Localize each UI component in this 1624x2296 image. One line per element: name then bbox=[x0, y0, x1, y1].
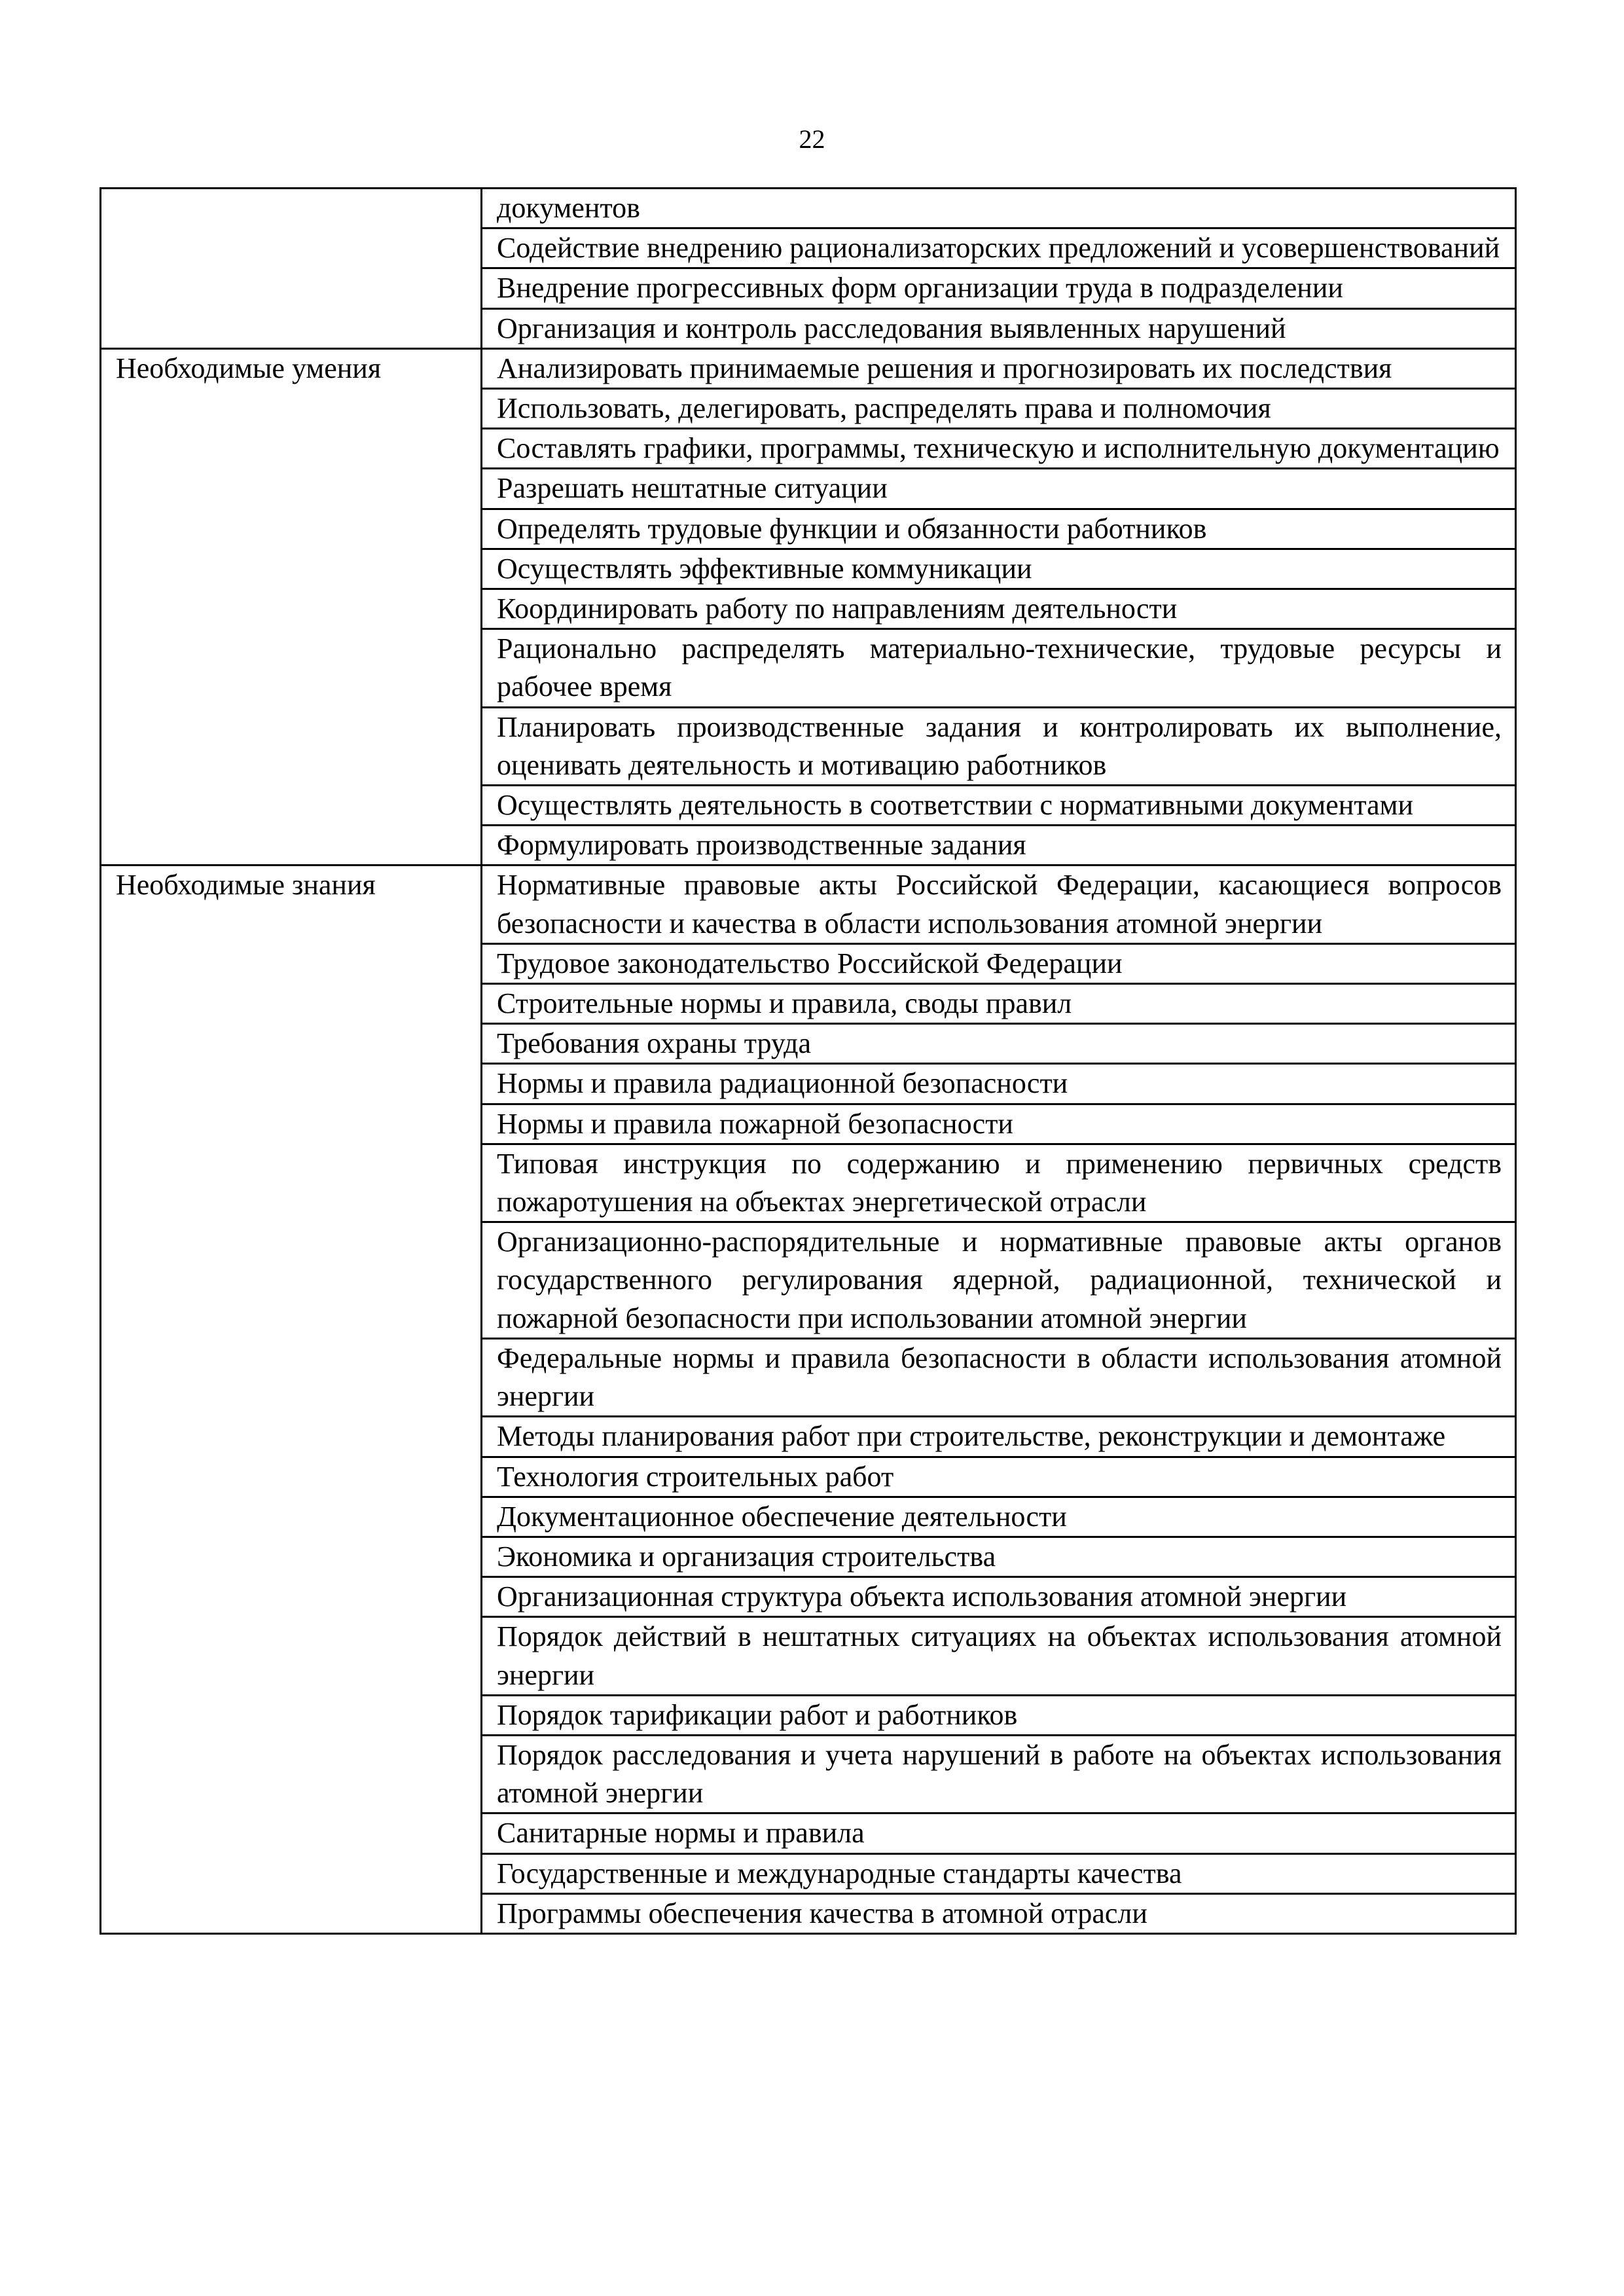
requirement-item: Планировать производственные задания и контролировать их выполнение, оценивать деятельность и мотивацию работников bbox=[497, 710, 1502, 781]
table-cell bbox=[482, 308, 1516, 348]
requirement-item: Технология строительных работ bbox=[497, 1460, 894, 1493]
table-cell bbox=[482, 1695, 1516, 1735]
section-label bbox=[101, 189, 482, 349]
page-number: 22 bbox=[799, 124, 825, 154]
table-row bbox=[101, 866, 1516, 943]
requirement-item: Осуществлять эффективные коммуникации bbox=[497, 552, 1032, 585]
table-cell bbox=[482, 943, 1516, 983]
table-cell bbox=[482, 826, 1516, 866]
table-cell bbox=[482, 1338, 1516, 1416]
requirement-item: Нормы и правила радиационной безопасности bbox=[497, 1067, 1068, 1100]
table-row bbox=[101, 189, 1516, 228]
requirement-item: документов bbox=[497, 192, 640, 224]
table-cell bbox=[482, 1853, 1516, 1893]
table-cell bbox=[482, 429, 1516, 469]
table-cell bbox=[482, 629, 1516, 707]
table-cell bbox=[482, 866, 1516, 943]
table-cell bbox=[482, 786, 1516, 826]
table-cell bbox=[482, 1024, 1516, 1064]
requirement-item: Трудовое законодательство Российской Федерации bbox=[497, 947, 1123, 979]
requirement-item: Внедрение прогрессивных форм организации труда в подразделении bbox=[497, 272, 1343, 304]
requirement-item: Нормативные правовые акты Российской Федерации, касающиеся вопросов безопасности и качества в области использования атомной энергии bbox=[497, 869, 1502, 939]
table-cell bbox=[482, 348, 1516, 388]
requirements-table bbox=[99, 187, 1517, 1935]
requirement-item: Нормы и правила пожарной безопасности bbox=[497, 1107, 1013, 1140]
requirement-item: Программы обеспечения качества в атомной отрасли bbox=[497, 1897, 1147, 1929]
table-cell bbox=[482, 1144, 1516, 1222]
table-cell bbox=[482, 1497, 1516, 1537]
table-cell bbox=[482, 1735, 1516, 1813]
section-label: Необходимые умения bbox=[101, 348, 482, 866]
requirement-item: Документационное обеспечение деятельности bbox=[497, 1500, 1067, 1533]
requirement-item: Порядок расследования и учета нарушений в работе на объектах использования атомной энергии bbox=[497, 1738, 1502, 1810]
requirement-item: Типовая инструкция по содержанию и применению первичных средств пожаротушения на объектах энергетической отрасли bbox=[497, 1147, 1502, 1218]
table-cell bbox=[482, 1457, 1516, 1497]
requirement-item: Организационная структура объекта использования атомной энергии bbox=[497, 1580, 1347, 1613]
table-cell bbox=[482, 189, 1516, 228]
requirement-item: Организация и контроль расследования выявленных нарушений bbox=[497, 312, 1286, 344]
table-cell bbox=[482, 1537, 1516, 1576]
table-cell bbox=[482, 589, 1516, 629]
table-cell bbox=[482, 228, 1516, 268]
table-cell bbox=[482, 1104, 1516, 1144]
requirement-item: Строительные нормы и правила, своды правил bbox=[497, 987, 1072, 1020]
requirement-item: Требования охраны труда bbox=[497, 1027, 812, 1060]
table-cell bbox=[482, 1417, 1516, 1457]
requirement-item: Федеральные нормы и правила безопасности в области использования атомной энергии bbox=[497, 1341, 1502, 1413]
table-cell bbox=[482, 549, 1516, 589]
table-cell bbox=[482, 469, 1516, 509]
requirement-item: Координировать работу по направлениям деятельности bbox=[497, 592, 1178, 625]
table-cell bbox=[482, 389, 1516, 429]
requirement-item: Экономика и организация строительства bbox=[497, 1540, 996, 1573]
requirement-item: Анализировать принимаемые решения и прогнозировать их последствия bbox=[497, 352, 1392, 384]
requirement-item: Разрешать нештатные ситуации bbox=[497, 472, 888, 505]
requirement-item: Формулировать производственные задания bbox=[497, 829, 1026, 862]
section-label: Необходимые знания bbox=[101, 866, 482, 1933]
table-cell bbox=[482, 1222, 1516, 1339]
requirement-item: Государственные и международные стандарты качества bbox=[497, 1857, 1182, 1889]
requirement-item: Порядок тарификации работ и работников bbox=[497, 1698, 1018, 1731]
requirement-item: Определять трудовые функции и обязанности работников bbox=[497, 512, 1207, 545]
requirement-item: Использовать, делегировать, распределять права и полномочия bbox=[497, 392, 1271, 425]
table-cell bbox=[482, 1813, 1516, 1853]
table-cell bbox=[482, 984, 1516, 1024]
requirement-item: Рационально распределять материально-технические, трудовые ресурсы и рабочее время bbox=[497, 632, 1502, 703]
table-cell bbox=[482, 1617, 1516, 1695]
table-cell bbox=[482, 1577, 1516, 1617]
table-row bbox=[101, 348, 1516, 388]
requirement-item: Осуществлять деятельность в соответствии с нормативными документами bbox=[497, 789, 1414, 822]
requirement-item: Организационно-распорядительные и нормативные правовые акты органов государственного регулирования ядерной, радиационной, технической и пожарной безопасности при использовании атомной энергии bbox=[497, 1226, 1502, 1334]
requirement-item: Санитарные нормы и правила bbox=[497, 1817, 865, 1850]
table-cell bbox=[482, 509, 1516, 549]
table-cell bbox=[482, 1893, 1516, 1933]
requirement-item: Порядок действий в нештатных ситуациях на объектах использования атомной энергии bbox=[497, 1620, 1502, 1691]
requirement-item: Составлять графики, программы, техническую и исполнительную документацию bbox=[497, 432, 1500, 465]
table-cell bbox=[482, 1064, 1516, 1104]
requirement-item: Методы планирования работ при строительстве, реконструкции и демонтаже bbox=[497, 1420, 1446, 1453]
table-cell bbox=[482, 707, 1516, 785]
table-cell bbox=[482, 268, 1516, 308]
requirement-item: Содействие внедрению рационализаторских предложений и усовершенствований bbox=[497, 232, 1500, 264]
